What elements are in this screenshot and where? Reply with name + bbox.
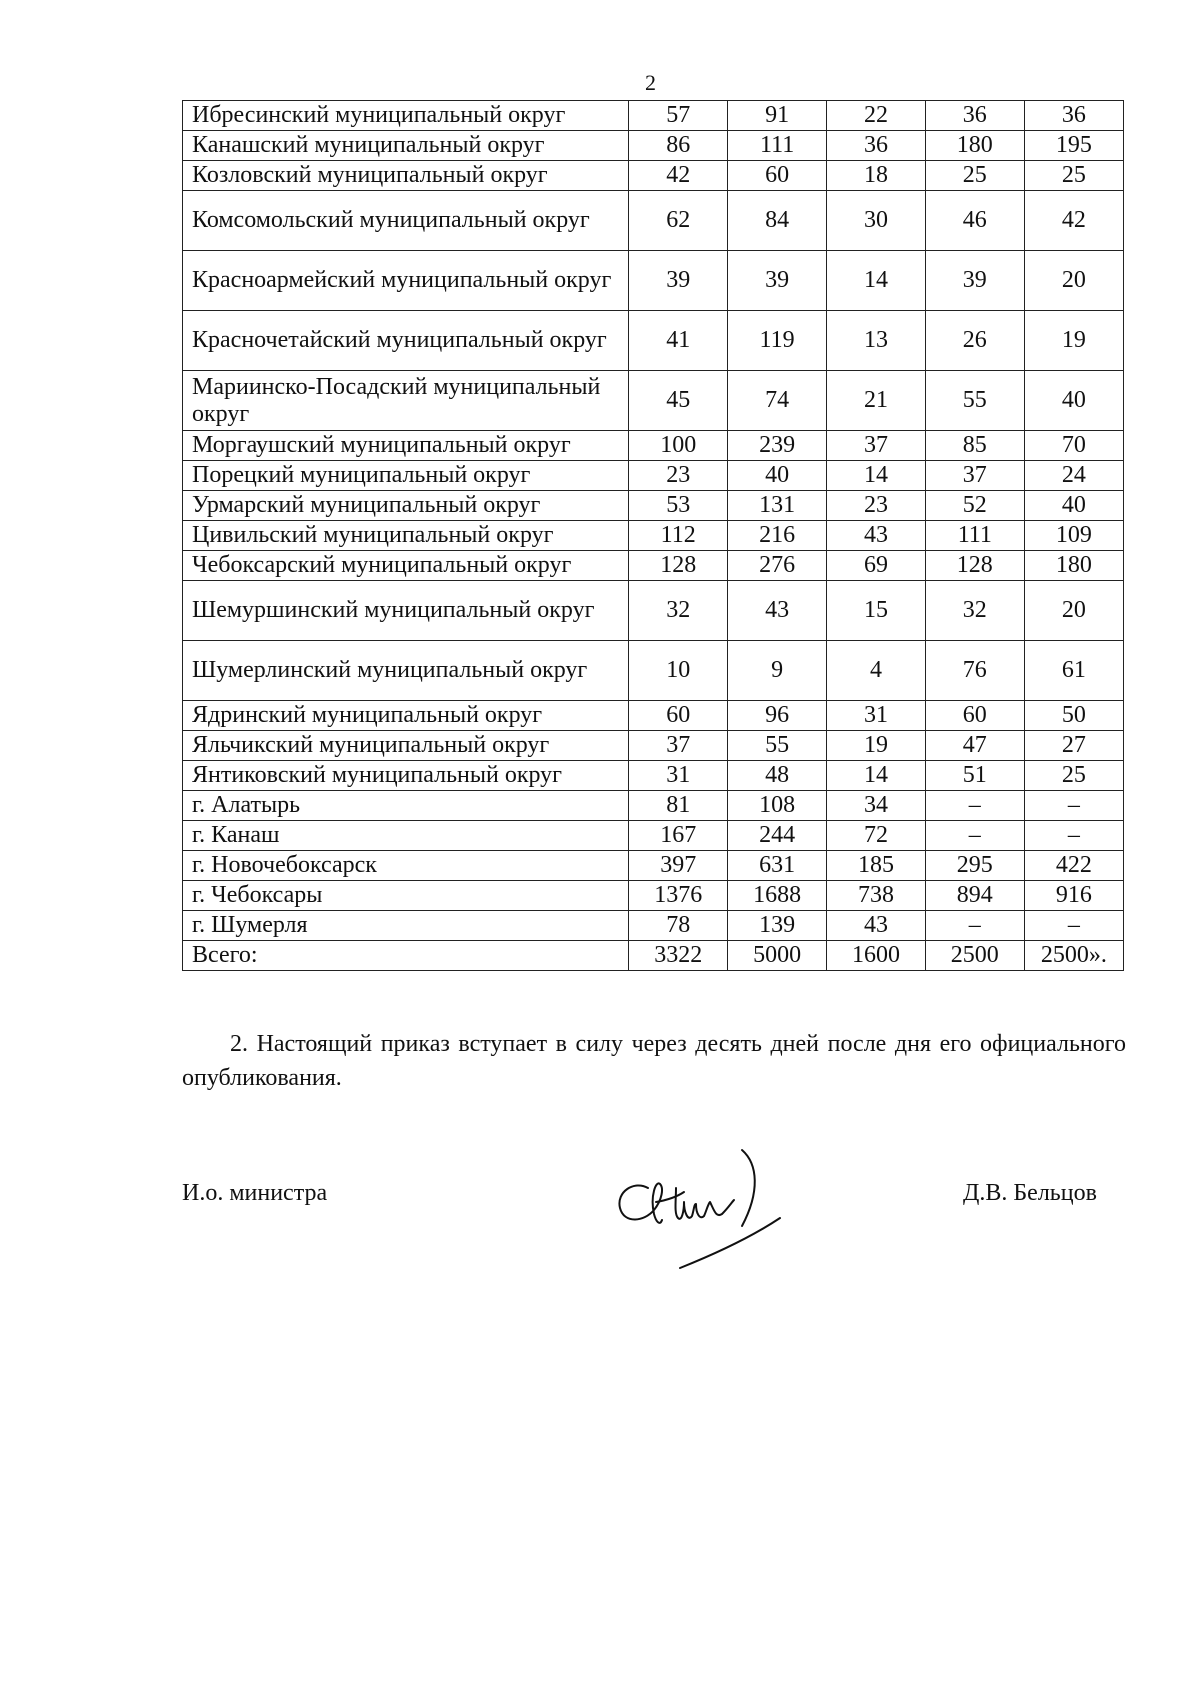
value-cell: 25 xyxy=(925,161,1024,191)
value-cell: 43 xyxy=(728,581,827,641)
table-row xyxy=(183,641,1124,701)
table-row xyxy=(183,761,1124,791)
value-cell: 111 xyxy=(728,131,827,161)
value-cell: 32 xyxy=(629,581,728,641)
municipality-name-cell: г. Новочебоксарск xyxy=(183,851,629,881)
value-cell: 41 xyxy=(629,311,728,371)
value-cell: 738 xyxy=(827,881,926,911)
value-cell: 100 xyxy=(629,431,728,461)
value-cell: 111 xyxy=(925,521,1024,551)
table-body xyxy=(183,101,1124,971)
value-cell: 39 xyxy=(728,251,827,311)
table-row xyxy=(183,731,1124,761)
table-row xyxy=(183,941,1124,971)
value-cell: 2500». xyxy=(1024,941,1123,971)
table-row xyxy=(183,791,1124,821)
value-cell: 48 xyxy=(728,761,827,791)
table-row xyxy=(183,251,1124,311)
table-row xyxy=(183,101,1124,131)
municipality-name-cell: Шумерлинский муниципальный округ xyxy=(183,641,629,701)
statistics-table xyxy=(182,100,1124,971)
value-cell: 19 xyxy=(827,731,926,761)
order-paragraph: 2. Настоящий приказ вступает в силу через десять дней после дня его официального опубликования. xyxy=(182,1031,1126,1091)
value-cell: 195 xyxy=(1024,131,1123,161)
value-cell: 86 xyxy=(629,131,728,161)
value-cell: 295 xyxy=(925,851,1024,881)
value-cell: 52 xyxy=(925,491,1024,521)
table-row xyxy=(183,881,1124,911)
table-row xyxy=(183,311,1124,371)
value-cell: 70 xyxy=(1024,431,1123,461)
municipality-name-cell: Комсомольский муниципальный округ xyxy=(183,191,629,251)
value-cell: 24 xyxy=(1024,461,1123,491)
municipality-name-cell: Урмарский муниципальный округ xyxy=(183,491,629,521)
value-cell: 20 xyxy=(1024,251,1123,311)
value-cell: 81 xyxy=(629,791,728,821)
value-cell: 112 xyxy=(629,521,728,551)
value-cell: 128 xyxy=(629,551,728,581)
municipality-name-cell: Янтиковский муниципальный округ xyxy=(183,761,629,791)
value-cell: 1376 xyxy=(629,881,728,911)
value-cell: 894 xyxy=(925,881,1024,911)
value-cell: 631 xyxy=(728,851,827,881)
value-cell: 46 xyxy=(925,191,1024,251)
municipality-name-cell: г. Алатырь xyxy=(183,791,629,821)
value-cell: 14 xyxy=(827,461,926,491)
value-cell: 47 xyxy=(925,731,1024,761)
value-cell: – xyxy=(925,791,1024,821)
value-cell: 61 xyxy=(1024,641,1123,701)
value-cell: 10 xyxy=(629,641,728,701)
value-cell: 96 xyxy=(728,701,827,731)
value-cell: 27 xyxy=(1024,731,1123,761)
table-row xyxy=(183,161,1124,191)
value-cell: 85 xyxy=(925,431,1024,461)
municipality-name-cell: Канашский муниципальный округ xyxy=(183,131,629,161)
value-cell: 422 xyxy=(1024,851,1123,881)
value-cell: 180 xyxy=(1024,551,1123,581)
municipality-name-cell: Яльчикский муниципальный округ xyxy=(183,731,629,761)
value-cell: – xyxy=(1024,791,1123,821)
value-cell: 45 xyxy=(629,371,728,431)
value-cell: 23 xyxy=(629,461,728,491)
value-cell: 39 xyxy=(925,251,1024,311)
value-cell: 3322 xyxy=(629,941,728,971)
value-cell: 36 xyxy=(1024,101,1123,131)
table-row xyxy=(183,431,1124,461)
value-cell: 53 xyxy=(629,491,728,521)
value-cell: 1600 xyxy=(827,941,926,971)
value-cell: 20 xyxy=(1024,581,1123,641)
value-cell: 239 xyxy=(728,431,827,461)
table-row xyxy=(183,701,1124,731)
value-cell: 72 xyxy=(827,821,926,851)
value-cell: 276 xyxy=(728,551,827,581)
municipality-name-cell: Шемуршинский муниципальный округ xyxy=(183,581,629,641)
value-cell: 180 xyxy=(925,131,1024,161)
value-cell: 32 xyxy=(925,581,1024,641)
table-row xyxy=(183,461,1124,491)
signer-name: Д.В. Бельцов xyxy=(963,1180,1097,1206)
value-cell: 37 xyxy=(925,461,1024,491)
value-cell: 139 xyxy=(728,911,827,941)
value-cell: 4 xyxy=(827,641,926,701)
value-cell: 131 xyxy=(728,491,827,521)
table-row xyxy=(183,851,1124,881)
table-row xyxy=(183,191,1124,251)
municipality-name-cell: Ядринский муниципальный округ xyxy=(183,701,629,731)
value-cell: 43 xyxy=(827,521,926,551)
value-cell: 57 xyxy=(629,101,728,131)
value-cell: 42 xyxy=(1024,191,1123,251)
value-cell: 108 xyxy=(728,791,827,821)
value-cell: 21 xyxy=(827,371,926,431)
value-cell: 40 xyxy=(1024,371,1123,431)
value-cell: 55 xyxy=(728,731,827,761)
value-cell: 30 xyxy=(827,191,926,251)
value-cell: 40 xyxy=(728,461,827,491)
value-cell: 36 xyxy=(827,131,926,161)
value-cell: – xyxy=(925,821,1024,851)
value-cell: 916 xyxy=(1024,881,1123,911)
municipality-name-cell: Всего: xyxy=(183,941,629,971)
municipality-name-cell: г. Канаш xyxy=(183,821,629,851)
value-cell: 14 xyxy=(827,761,926,791)
table-row xyxy=(183,551,1124,581)
value-cell: 26 xyxy=(925,311,1024,371)
value-cell: – xyxy=(925,911,1024,941)
value-cell: 23 xyxy=(827,491,926,521)
value-cell: 15 xyxy=(827,581,926,641)
table-row xyxy=(183,491,1124,521)
value-cell: 60 xyxy=(925,701,1024,731)
value-cell: 185 xyxy=(827,851,926,881)
value-cell: 37 xyxy=(629,731,728,761)
value-cell: 109 xyxy=(1024,521,1123,551)
value-cell: 19 xyxy=(1024,311,1123,371)
page-number: 2 xyxy=(645,70,656,95)
value-cell: 74 xyxy=(728,371,827,431)
municipality-name-cell: г. Шумерля xyxy=(183,911,629,941)
value-cell: 34 xyxy=(827,791,926,821)
value-cell: 244 xyxy=(728,821,827,851)
value-cell: 31 xyxy=(629,761,728,791)
value-cell: 60 xyxy=(629,701,728,731)
value-cell: 42 xyxy=(629,161,728,191)
value-cell: 22 xyxy=(827,101,926,131)
value-cell: 31 xyxy=(827,701,926,731)
value-cell: 51 xyxy=(925,761,1024,791)
value-cell: 36 xyxy=(925,101,1024,131)
municipality-name-cell: Ибресинский муниципальный округ xyxy=(183,101,629,131)
table-row xyxy=(183,911,1124,941)
municipality-name-cell: Чебоксарский муниципальный округ xyxy=(183,551,629,581)
table-row xyxy=(183,521,1124,551)
value-cell: – xyxy=(1024,821,1123,851)
table-row xyxy=(183,581,1124,641)
value-cell: 119 xyxy=(728,311,827,371)
value-cell: 39 xyxy=(629,251,728,311)
municipality-name-cell: Порецкий муниципальный округ xyxy=(183,461,629,491)
value-cell: 40 xyxy=(1024,491,1123,521)
value-cell: 2500 xyxy=(925,941,1024,971)
value-cell: 5000 xyxy=(728,941,827,971)
value-cell: 60 xyxy=(728,161,827,191)
value-cell: 91 xyxy=(728,101,827,131)
value-cell: 76 xyxy=(925,641,1024,701)
value-cell: 13 xyxy=(827,311,926,371)
value-cell: 128 xyxy=(925,551,1024,581)
value-cell: 25 xyxy=(1024,761,1123,791)
value-cell: 37 xyxy=(827,431,926,461)
value-cell: 50 xyxy=(1024,701,1123,731)
handwritten-signature xyxy=(610,1130,810,1270)
municipality-name-cell: Мариинско-Посадский муниципальный округ xyxy=(183,371,629,431)
municipality-name-cell: Красночетайский муниципальный округ xyxy=(183,311,629,371)
value-cell: 84 xyxy=(728,191,827,251)
value-cell: 9 xyxy=(728,641,827,701)
value-cell: 14 xyxy=(827,251,926,311)
municipality-name-cell: Красноармейский муниципальный округ xyxy=(183,251,629,311)
municipality-name-cell: Моргаушский муниципальный округ xyxy=(183,431,629,461)
value-cell: 25 xyxy=(1024,161,1123,191)
value-cell: 43 xyxy=(827,911,926,941)
table-row xyxy=(183,821,1124,851)
signer-title: И.о. министра xyxy=(182,1180,328,1206)
municipality-name-cell: г. Чебоксары xyxy=(183,881,629,911)
value-cell: 167 xyxy=(629,821,728,851)
value-cell: 18 xyxy=(827,161,926,191)
table-row xyxy=(183,371,1124,431)
value-cell: 55 xyxy=(925,371,1024,431)
municipality-name-cell: Цивильский муниципальный округ xyxy=(183,521,629,551)
value-cell: 78 xyxy=(629,911,728,941)
table-row xyxy=(183,131,1124,161)
value-cell: 397 xyxy=(629,851,728,881)
value-cell: 69 xyxy=(827,551,926,581)
value-cell: 216 xyxy=(728,521,827,551)
municipality-name-cell: Козловский муниципальный округ xyxy=(183,161,629,191)
value-cell: 1688 xyxy=(728,881,827,911)
value-cell: – xyxy=(1024,911,1123,941)
value-cell: 62 xyxy=(629,191,728,251)
